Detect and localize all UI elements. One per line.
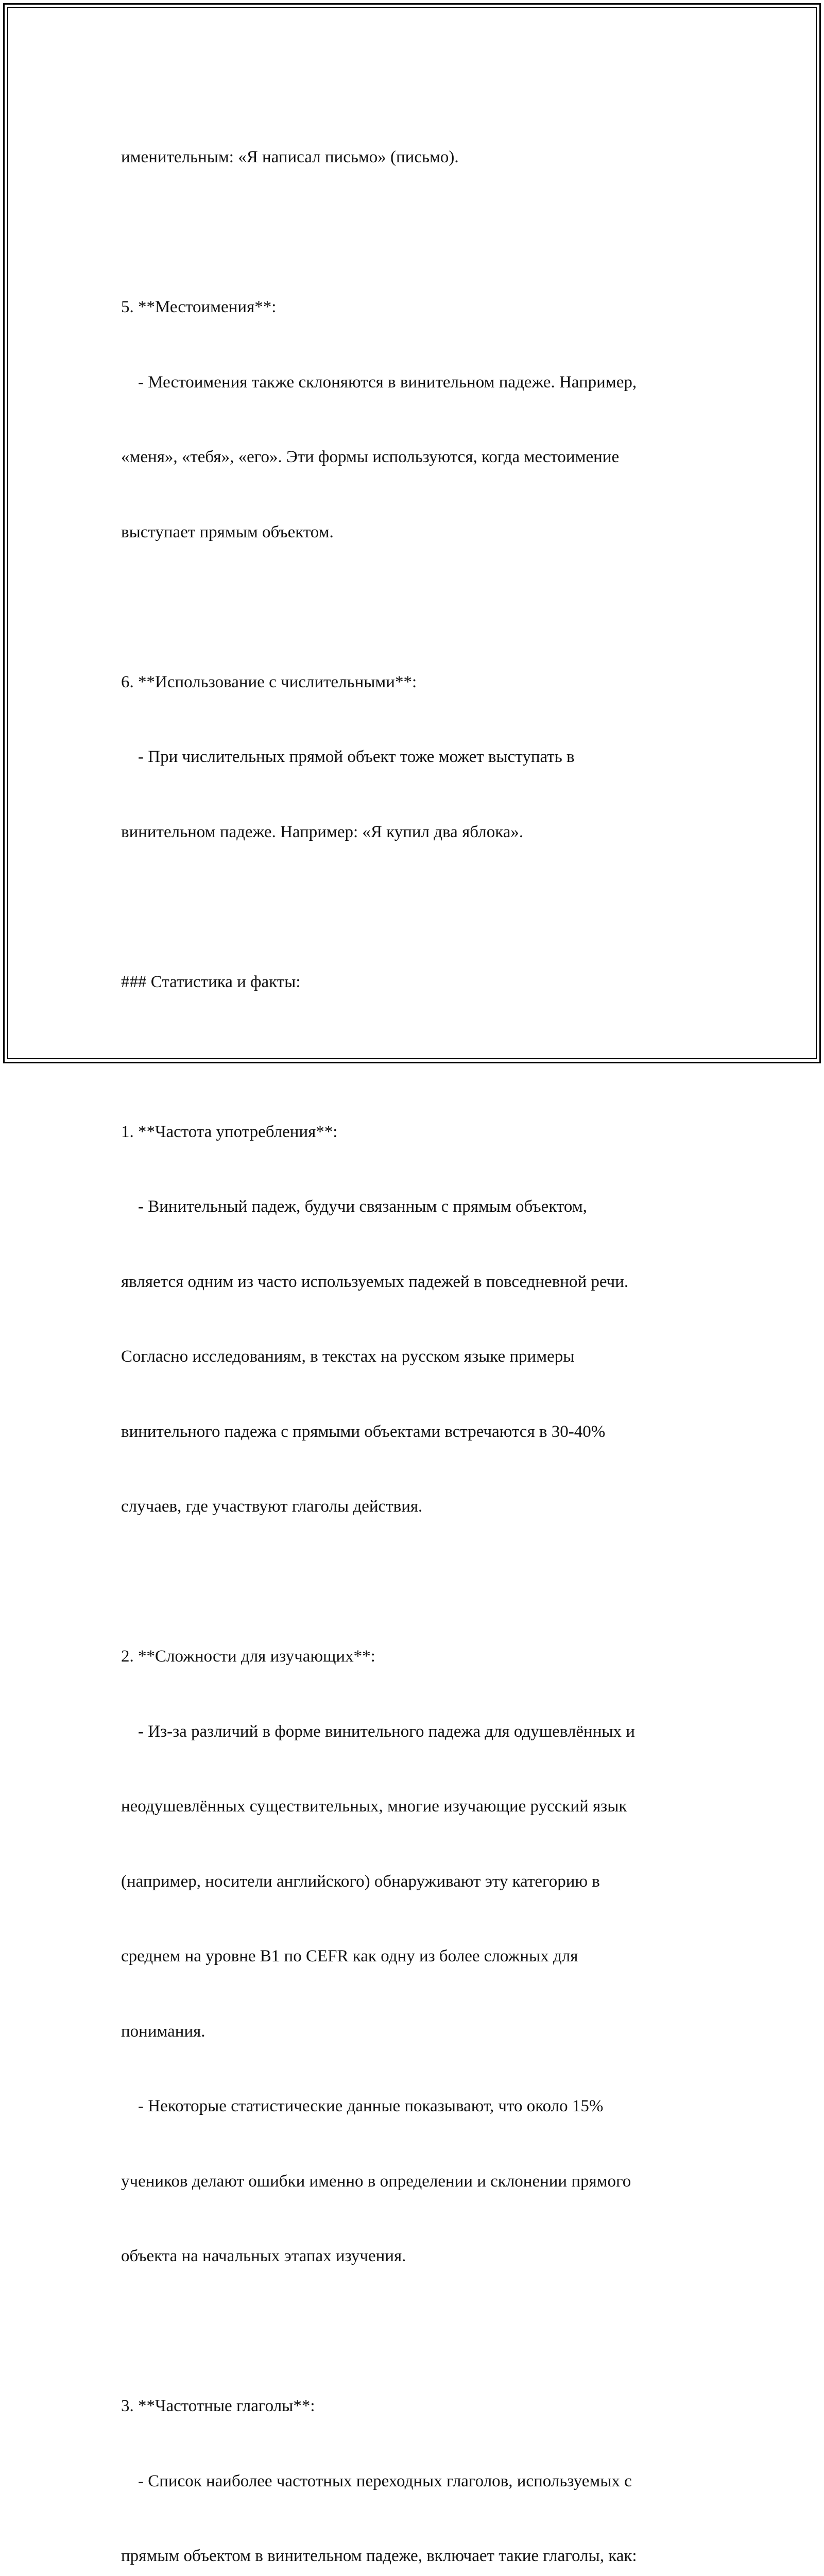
text-line: - При числительных прямой объект тоже может выступать в — [121, 748, 575, 766]
text-line: - Из-за различий в форме винительного падежа для одушевлённых и — [121, 1722, 635, 1741]
text-line: случаев, где участвуют глаголы действия. — [121, 1497, 423, 1516]
text-line: винительном падеже. Например: «Я купил два яблока». — [121, 822, 524, 841]
text-line: неодушевлённых существительных, многие изучающие русский язык — [121, 1797, 627, 1816]
text-line: - Список наиболее частотных переходных глаголов, используемых с — [121, 2471, 632, 2490]
document-body — [121, 95, 718, 2576]
text-line: прямым объектом в винительном падеже, включает такие глаголы, как: — [121, 2547, 637, 2565]
text-line: именительным: «Я написал письмо» (письмо). — [121, 148, 459, 166]
blank-line — [121, 1569, 718, 1595]
blank-line — [121, 2319, 718, 2344]
list-heading-numerals: 6. **Использование с числительными**: — [121, 672, 417, 691]
blank-line — [121, 595, 718, 620]
list-heading-verbs: 3. **Частотные глаголы**: — [121, 2397, 315, 2415]
text-line: «меня», «тебя», «его». Эти формы используются, когда местоимение — [121, 448, 620, 466]
text-line: учеников делают ошибки именно в определении и склонении прямого — [121, 2172, 631, 2191]
text-line: - Местоимения также склоняются в винительном падеже. Например, — [121, 372, 637, 392]
text-line: - Некоторые статистические данные показывают, что около 15% — [121, 2097, 604, 2115]
text-line: (например, носители английского) обнаруживают эту категорию в — [121, 1872, 600, 1891]
blank-line — [121, 894, 718, 920]
blank-line — [121, 1044, 718, 1070]
list-heading-pronouns: 5. **Местоимения**: — [121, 298, 277, 316]
text-line: является одним из часто используемых падежей в повседневной речи. — [121, 1272, 629, 1291]
text-line: винительного падежа с прямыми объектами встречаются в 30-40% — [121, 1422, 606, 1441]
blank-line — [121, 220, 718, 245]
list-heading-difficulties: 2. **Сложности для изучающих**: — [121, 1647, 375, 1666]
section-heading-statistics: ### Статистика и факты: — [121, 972, 301, 991]
text-line: среднем на уровне B1 по CEFR как одну из более сложных для — [121, 1947, 578, 1965]
text-line: понимания. — [121, 2022, 205, 2041]
text-line: объекта на начальных этапах изучения. — [121, 2247, 406, 2265]
text-line: - Винительный падеж, будучи связанным с прямым объектом, — [121, 1197, 587, 1216]
text-line: Согласно исследованиям, в текстах на русском языке примеры — [121, 1347, 575, 1366]
text-line: выступает прямым объектом. — [121, 522, 334, 541]
list-heading-frequency: 1. **Частота употребления**: — [121, 1122, 338, 1141]
